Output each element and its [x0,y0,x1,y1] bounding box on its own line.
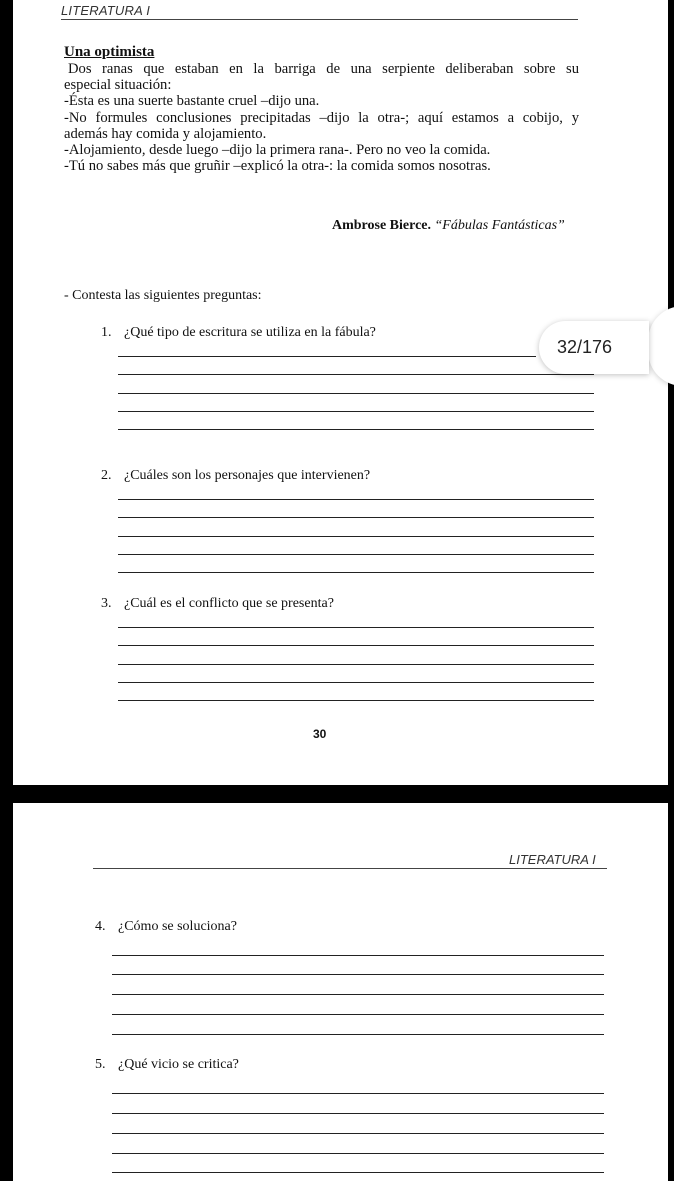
answer-line[interactable] [112,1133,604,1134]
answer-line[interactable] [118,700,594,701]
question-2 [101,468,370,484]
question-text: ¿Cómo se soluciona? [118,919,237,934]
question-5 [95,1057,239,1073]
instructions: - Contesta las siguientes preguntas: [64,288,262,303]
answer-line[interactable] [118,517,594,518]
story-line: -Alojamiento, desde luego –dijo la primera rana-. Pero no veo la comida. [64,142,491,159]
story-title: Una optimista [64,44,155,60]
question-number: 4. [95,919,106,934]
answer-line[interactable] [118,429,594,430]
story-line: Dos ranas que estaban en la barriga de una serpiente deliberaban sobre su [68,61,579,77]
answer-line[interactable] [118,374,594,375]
answer-line[interactable] [112,955,604,956]
answer-line[interactable] [112,1153,604,1154]
story-line: especial situación: [64,77,172,94]
answer-line[interactable] [118,627,594,628]
answer-line[interactable] [112,994,604,995]
answer-line[interactable] [112,1014,604,1015]
answer-line[interactable] [112,1034,604,1035]
story-credit [332,218,565,234]
header-rule [93,868,607,869]
story-line: -Tú no sabes más que gruñir –explicó la otra-: la comida somos nosotras. [64,158,491,175]
question-text: ¿Qué vicio se critica? [118,1057,239,1072]
question-text: ¿Qué tipo de escritura se utiliza en la fábula? [124,325,376,340]
question-4 [95,919,237,935]
answer-line[interactable] [118,645,594,646]
answer-line[interactable] [118,554,594,555]
answer-line[interactable] [118,682,594,683]
answer-line[interactable] [112,974,604,975]
credit-source: “Fábulas Fantásticas” [434,218,565,233]
question-number: 3. [101,596,112,611]
answer-line[interactable] [118,356,536,357]
story-body [64,61,579,174]
answer-line[interactable] [118,572,594,573]
answer-line[interactable] [112,1093,604,1094]
question-number: 2. [101,468,112,483]
page-header-title: LITERATURA I [509,852,596,867]
question-text: ¿Cuál es el conflicto que se presenta? [124,596,334,611]
question-number: 5. [95,1057,106,1072]
question-text: ¿Cuáles son los personajes que intervienen? [124,468,371,483]
answer-line[interactable] [118,411,594,412]
credit-author: Ambrose Bierce. [332,218,432,233]
answer-line[interactable] [118,393,594,394]
header-rule [61,19,578,20]
question-3 [101,596,334,612]
answer-line[interactable] [118,536,594,537]
answer-line[interactable] [118,664,594,665]
answer-line[interactable] [112,1172,604,1173]
question-number: 1. [101,325,112,340]
page-header-title: LITERATURA I [61,3,151,18]
answer-line[interactable] [112,1113,604,1114]
story-line: -No formules conclusiones precipitadas –dijo la otra-; aquí estamos a cobijo, y [64,109,579,126]
answer-line[interactable] [118,499,594,500]
page-indicator: 32/176 [539,321,649,374]
page-number: 30 [313,727,327,741]
story-line: además hay comida y alojamiento. [64,125,267,142]
question-1 [101,325,376,341]
story-line: -Ésta es una suerte bastante cruel –dijo una. [64,93,320,110]
